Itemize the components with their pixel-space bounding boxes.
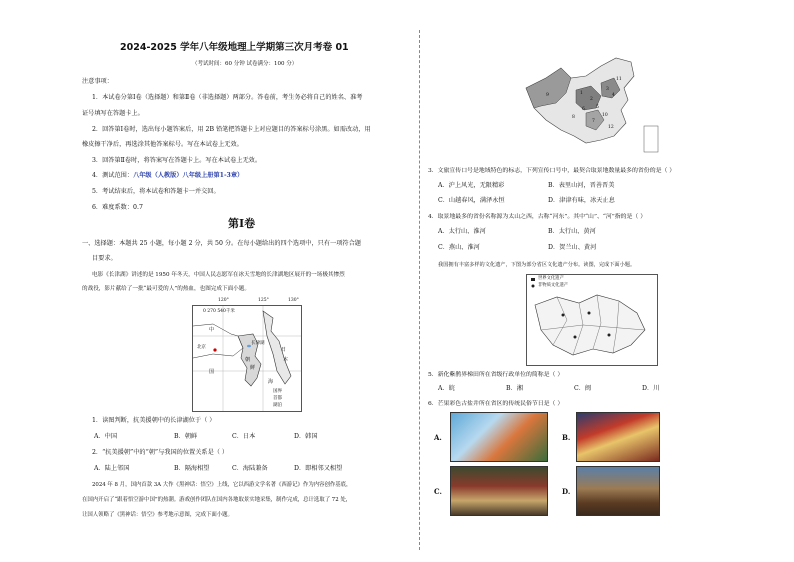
china-map-num-10: 10 [602,113,608,118]
map-label-hai: 海 [268,379,274,385]
q3-stem: 3．文旅宣传口号是地域特色的标志，下列宣传口号中，最契合取景地数量最多的省份的是（ ） [428,168,676,174]
china-map-num-1: 1 [580,91,583,96]
exam-subtitle: （考试时间：60 分钟 试卷满分：100 分） [192,61,298,67]
note-line-1: 1．本试卷分第Ⅰ卷（选择题）和第Ⅱ卷（非选择题）两部分。答卷前，考生务必将自己的姓名、准考 [92,94,363,101]
section-title: 第Ⅰ卷 [228,217,256,230]
map-label-guo: 国 [209,369,215,375]
passage1-line-2: 的战役，影片献给了一批“最可爱的人”的热血，也图完成下面小题。 [82,286,250,292]
q6-photo-d[interactable] [576,466,660,516]
note-line-7: 5．考试结束后，将本试卷和答题卡一并交回。 [92,188,220,195]
passage3: 我国拥有丰富多样的文化遗产，下图为部分省区文化遗产分布。读图，完成下面小题。 [438,262,636,268]
q1-option-d[interactable]: D．韩国 [294,433,318,440]
section-instruction-1: 一、选择题：本题共 25 小题，每小题 2 分，共 50 分。在每小题给出的四个选项中，只有一项符合题 [82,240,361,247]
map-label-ri: 日 [281,347,287,353]
note-line-3: 2．回答第Ⅰ卷时，选出每小题答案后，用 2B 铅笔把答题卡上对应题目的答案标号涂黑。如需改动，用 [92,126,371,133]
right-column [428,0,718,562]
q3-option-d[interactable]: D．津津有味，冰天止息 [548,197,615,204]
lon-label-2: 125° [258,298,269,303]
scope-value: 八年级（人教版）八年级上册第1-3章） [133,172,244,179]
q1-option-c[interactable]: C．日本 [232,433,256,440]
q5-option-a[interactable]: A．皖 [438,385,455,392]
map-label-changjinhu: 长津湖 [251,341,265,346]
scope-label: 4．测试范围： [92,172,134,179]
q3-option-c[interactable]: C．山越春风，满泽永恒 [438,197,505,204]
china-map-num-5: 5 [596,105,599,110]
q4-stem: 4．取景地最多的省份名称源为太山之西，古称“河东”。其中“山”、“河”指的是（ ） [428,214,647,220]
china-map [516,48,664,156]
legend-border: 国界 [273,389,282,394]
map-label-xian: 鲜 [250,365,256,371]
q2-option-c[interactable]: C．海陆兼备 [232,465,268,472]
q6-label-b[interactable]: B. [562,433,571,442]
q5-option-c[interactable]: C．闽 [574,385,592,392]
left-column [82,0,412,562]
q6-label-c[interactable]: C. [434,487,442,496]
q4-option-d[interactable]: D．贺兰山、黄河 [548,244,597,251]
map-label-ben: 本 [283,357,289,363]
q6-stem: 6．芒果彩色古盐井所在省区的传统民俗节日是（ ） [428,401,564,407]
china-map-num-2: 2 [590,97,593,102]
q5-option-b[interactable]: B．湘 [506,385,523,392]
note-line-2: 证号填写在答题卡上。 [82,110,144,117]
note-line-5: 3．回答第Ⅱ卷时，将答案写在答题卡上。写在本试卷上无效。 [92,157,262,164]
china-map-num-6: 6 [582,107,585,112]
q6-photo-a[interactable] [450,412,548,462]
capital-marker [213,348,216,351]
china-map-num-7: 7 [592,119,595,124]
q1-option-b[interactable]: B．朝鲜 [174,433,198,440]
legend-world-heritage-symbol [531,278,535,281]
map-label-chao: 朝 [245,357,251,363]
q5-stem: 5．新化紫鹊界梯田所在省级行政单位的简称是（ ） [428,372,564,378]
legend-intangible: 非物质文化遗产 [538,283,569,288]
lon-label-1: 120° [218,298,229,303]
china-map-num-8: 8 [572,115,575,120]
china-map-num-3: 3 [606,87,609,92]
china-map-num-9: 9 [546,93,549,98]
q4-option-a[interactable]: A．太行山、淮河 [438,228,486,235]
china-map-num-12: 12 [608,125,614,130]
q1-option-a[interactable]: A．中国 [94,433,118,440]
china-map-num-11: 11 [616,77,622,82]
q5-option-d[interactable]: D．川 [642,385,660,392]
q2-option-b[interactable]: B．隔海相望 [174,465,210,472]
china-map-num-4: 4 [612,93,615,98]
note-line-8: 6．难度系数：0.7 [92,204,143,211]
q6-label-a[interactable]: A. [434,433,442,442]
map-label-beijing: 北京 [197,345,206,350]
q2-option-a[interactable]: A．陆上邻国 [94,465,130,472]
legend-world-heritage: 世界文化遗产 [538,276,564,281]
q4-option-b[interactable]: B．太行山、黄河 [548,228,596,235]
legend-intangible-symbol [532,285,535,288]
exam-title: 2024-2025 学年八年级地理上学期第三次月考卷 01 [120,42,349,53]
note-line-6 [92,172,243,180]
q6-photo-b[interactable] [576,412,660,462]
notes-heading: 注意事项： [82,78,113,85]
korea-map [192,298,302,412]
q1-stem: 1．读图判断，抗美援朝中的长津湖位于（ ） [92,417,216,424]
section-instruction-2: 目要求。 [92,255,117,262]
map-label-zhong: 中 [209,327,215,333]
q6-photo-c[interactable] [450,466,548,516]
q4-option-c[interactable]: C．燕山、淮河 [438,244,480,251]
passage2-line-3: 让国人领略了《黑神话：悟空》参考地示意图，完成下面小题。 [82,512,233,518]
legend-capital: 首都 [273,396,282,401]
q2-option-d[interactable]: D．即相邻又相望 [294,465,343,472]
passage2-line-1: 2024 年 8 月，国内首款 3A 大作《黑神话：悟空》上线，它以西游文学名著《西游记》作为内容创作基底， [92,482,352,488]
legend-lake: 湖泊 [273,403,282,408]
passage1-line-1: 电影《长津湖》讲述的是 1950 年冬天，中国人民志愿军在冰天雪地的长津湖地区展开的一场极其惨烈 [92,272,345,278]
lon-label-3: 130° [288,298,299,303]
heritage-map [526,274,658,366]
q2-stem: 2．“抗美援朝”中的“朝”与我国的位置关系是（ ） [92,449,229,456]
q6-label-d[interactable]: D. [562,487,571,496]
column-divider [419,30,420,550]
q3-option-a[interactable]: A．沪上风光，无限精彩 [438,182,505,189]
q3-option-b[interactable]: B．表里山河，晋善晋美 [548,182,615,189]
map-scale: 0 270 540千米 [203,309,235,314]
note-line-4: 橡皮擦干净后，再选涂其他答案标号。写在本试卷上无效。 [82,141,243,148]
passage2-line-2: 在国内开启了“跟着悟空游中国”的热潮。游戏创作团队在国内各地取景实地采集，制作完成，总计选取了 72 处， [82,497,352,503]
